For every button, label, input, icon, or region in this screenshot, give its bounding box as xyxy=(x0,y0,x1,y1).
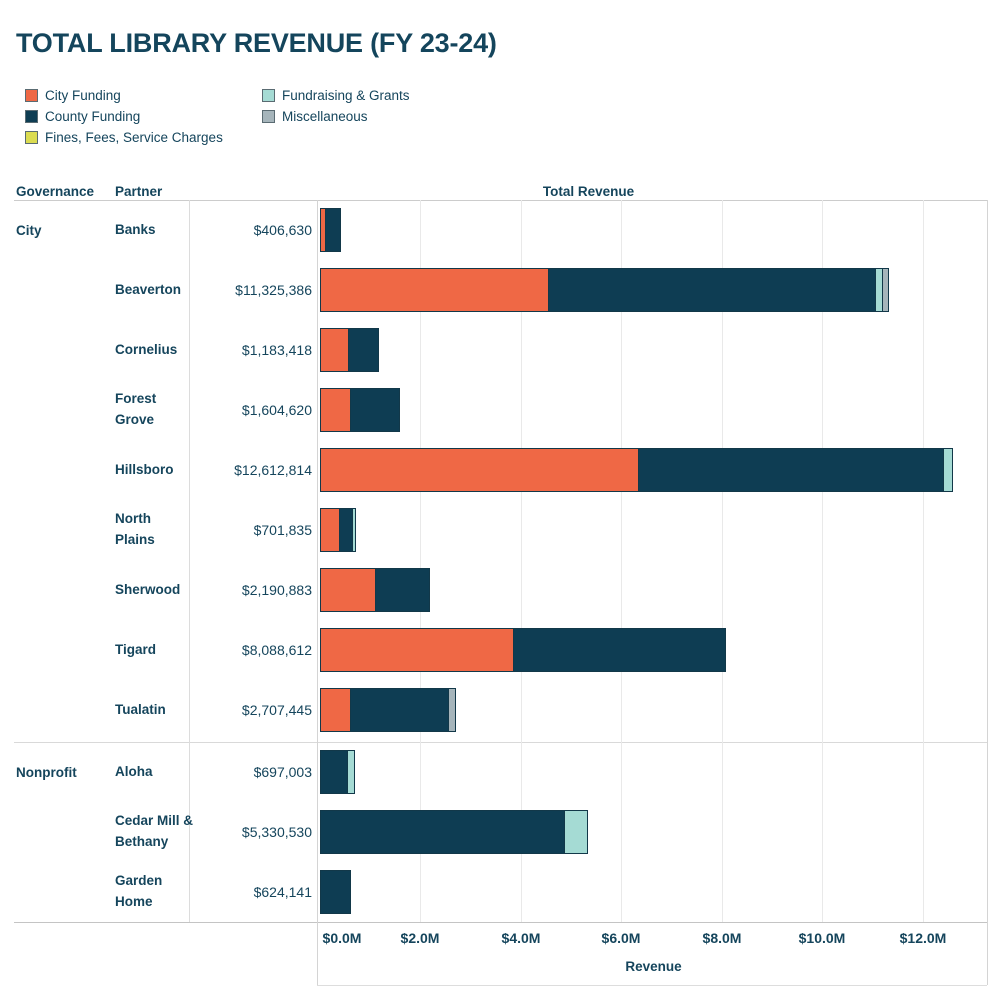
fines-legend-swatch-icon xyxy=(25,131,38,144)
legend-item-fundraising[interactable] xyxy=(262,86,410,104)
partner-label: Forest Grove xyxy=(115,391,157,427)
bar-segment-county[interactable] xyxy=(349,328,379,372)
column-header-partner: Partner xyxy=(115,184,163,199)
table-row xyxy=(0,802,1000,862)
stacked-bar xyxy=(320,508,356,552)
bar-segment-city[interactable] xyxy=(320,388,351,432)
bar-segment-county[interactable] xyxy=(320,810,565,854)
legend-label: City Funding xyxy=(45,87,121,103)
table-row xyxy=(0,380,1000,440)
city-legend-swatch-icon xyxy=(25,89,38,102)
legend-item-city[interactable] xyxy=(25,86,121,104)
x-tick-label: $12.0M xyxy=(899,930,947,946)
bar-segment-city[interactable] xyxy=(320,328,349,372)
total-revenue-value: $406,630 xyxy=(253,222,312,238)
total-revenue-value: $2,190,883 xyxy=(241,582,312,598)
table-row xyxy=(0,862,1000,922)
bar-segment-city[interactable] xyxy=(320,628,514,672)
bar-segment-fundraising[interactable] xyxy=(944,448,953,492)
stacked-bar xyxy=(320,268,889,312)
partner-label: Cornelius xyxy=(115,341,178,357)
partner-label: Sherwood xyxy=(115,581,181,597)
stacked-bar xyxy=(320,208,341,252)
stacked-bar xyxy=(320,628,726,672)
bar-segment-county[interactable] xyxy=(326,208,341,252)
table-row xyxy=(0,500,1000,560)
bar-segment-fundraising[interactable] xyxy=(565,810,588,854)
total-revenue-value: $1,604,620 xyxy=(241,402,312,418)
page-title: TOTAL LIBRARY REVENUE (FY 23-24) xyxy=(16,28,497,58)
bar-segment-county[interactable] xyxy=(340,508,353,552)
table-row xyxy=(0,620,1000,680)
total-revenue-value: $624,141 xyxy=(253,884,312,900)
bar-segment-misc[interactable] xyxy=(449,688,456,732)
total-revenue-value: $11,325,386 xyxy=(235,282,312,298)
stacked-bar xyxy=(320,750,355,794)
legend-label: County Funding xyxy=(45,108,141,124)
bar-segment-city[interactable] xyxy=(320,688,351,732)
bar-segment-city[interactable] xyxy=(320,268,549,312)
column-header-governance: Governance xyxy=(16,184,95,199)
partner-label: Aloha xyxy=(115,763,153,779)
stacked-bar xyxy=(320,568,430,612)
bar-segment-fundraising[interactable] xyxy=(876,268,883,312)
axis-line xyxy=(14,922,987,923)
legend-label: Miscellaneous xyxy=(282,108,368,124)
x-tick-label: $0.0M xyxy=(322,930,362,946)
partner-label: Hillsboro xyxy=(115,461,174,477)
x-tick-label: $6.0M xyxy=(601,930,641,946)
partner-label: Tualatin xyxy=(115,701,166,717)
stacked-bar xyxy=(320,388,400,432)
bar-segment-county[interactable] xyxy=(320,750,348,794)
stacked-bar xyxy=(320,688,456,732)
bar-segment-county[interactable] xyxy=(376,568,430,612)
legend-label: Fundraising & Grants xyxy=(282,87,410,103)
total-revenue-value: $12,612,814 xyxy=(234,462,312,478)
partner-label: North Plains xyxy=(115,511,155,547)
total-revenue-value: $2,707,445 xyxy=(241,702,312,718)
total-revenue-value: $1,183,418 xyxy=(241,342,312,358)
stacked-bar xyxy=(320,448,953,492)
table-row xyxy=(0,680,1000,740)
total-revenue-value: $5,330,530 xyxy=(241,824,312,840)
bar-segment-city[interactable] xyxy=(320,448,639,492)
total-revenue-value: $701,835 xyxy=(253,522,312,538)
county-legend-swatch-icon xyxy=(25,110,38,123)
x-tick-label: $2.0M xyxy=(400,930,440,946)
fundraising-legend-swatch-icon xyxy=(262,89,275,102)
legend-item-fines[interactable] xyxy=(25,128,223,146)
column-header-total-revenue: Total Revenue xyxy=(542,184,635,199)
bar-segment-county[interactable] xyxy=(320,870,351,914)
bar-segment-county[interactable] xyxy=(351,388,400,432)
table-row xyxy=(0,200,1000,260)
bar-segment-county[interactable] xyxy=(514,628,726,672)
bar-segment-city[interactable] xyxy=(320,508,340,552)
total-revenue-value: $8,088,612 xyxy=(241,642,312,658)
bar-segment-county[interactable] xyxy=(549,268,876,312)
bar-segment-fundraising[interactable] xyxy=(353,508,356,552)
stacked-bar xyxy=(320,328,379,372)
bar-segment-county[interactable] xyxy=(351,688,449,732)
governance-label: Nonprofit xyxy=(16,764,77,780)
pane-bottom-border xyxy=(317,985,987,986)
stacked-bar xyxy=(320,810,588,854)
table-row xyxy=(0,440,1000,500)
partner-label: Tigard xyxy=(115,641,157,657)
x-axis-title: Revenue xyxy=(625,959,682,974)
partner-label: Beaverton xyxy=(115,281,182,297)
legend-item-misc[interactable] xyxy=(262,107,368,125)
misc-legend-swatch-icon xyxy=(262,110,275,123)
partner-label: Cedar Mill & Bethany xyxy=(115,813,194,849)
bar-segment-county[interactable] xyxy=(639,448,944,492)
legend-label: Fines, Fees, Service Charges xyxy=(45,129,223,145)
legend-item-county[interactable] xyxy=(25,107,140,125)
table-row xyxy=(0,742,1000,802)
stacked-bar xyxy=(320,870,351,914)
bar-segment-fundraising[interactable] xyxy=(348,750,355,794)
x-tick-label: $8.0M xyxy=(702,930,742,946)
x-tick-label: $4.0M xyxy=(501,930,541,946)
table-row xyxy=(0,260,1000,320)
total-revenue-value: $697,003 xyxy=(253,764,312,780)
table-row xyxy=(0,320,1000,380)
bar-segment-city[interactable] xyxy=(320,568,376,612)
table-row xyxy=(0,560,1000,620)
partner-label: Garden Home xyxy=(115,873,163,909)
governance-label: City xyxy=(16,222,42,238)
bar-segment-misc[interactable] xyxy=(883,268,889,312)
x-tick-label: $10.0M xyxy=(798,930,846,946)
partner-label: Banks xyxy=(115,221,156,237)
